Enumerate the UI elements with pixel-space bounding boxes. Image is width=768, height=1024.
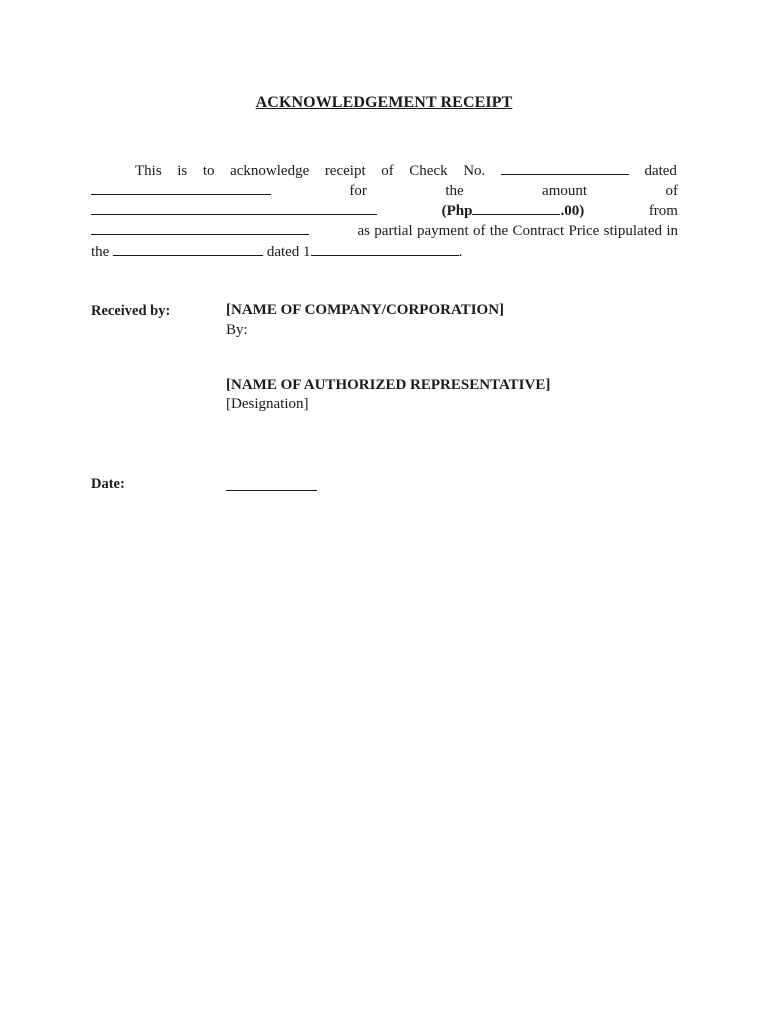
amount-words-blank[interactable] [91,200,377,215]
word: receipt [324,163,366,179]
php-open: (Php [441,203,473,219]
word: for [349,183,367,199]
period: . [458,244,463,260]
word: dated 1 [266,244,311,260]
representative-name: [NAME OF AUTHORIZED REPRESENTATIVE] [226,377,551,393]
payer-name-blank[interactable] [91,220,309,235]
paragraph-line-2 [91,180,678,200]
word: No. [463,163,486,179]
page-title: ACKNOWLEDGEMENT RECEIPT [255,94,513,111]
contract-name-blank[interactable] [113,241,263,256]
word: amount [542,183,588,199]
word: dated [644,163,677,179]
designation: [Designation] [226,396,309,412]
paragraph-line-4 [91,220,678,240]
company-name: [NAME OF COMPANY/CORPORATION] [226,302,505,318]
word: the [445,183,464,199]
check-date-blank[interactable] [91,180,271,195]
paragraph-line-3 [91,200,678,220]
word: from [648,203,678,219]
contract-date-blank[interactable] [311,241,459,256]
word: Check [409,163,448,179]
word: is [177,163,188,179]
php-amount [442,200,585,221]
word: of [381,163,394,179]
word: to [202,163,215,179]
word: of [665,183,678,199]
word: acknowledge [230,163,310,179]
php-close: .00) [560,203,585,219]
by-label: By: [226,322,248,338]
received-by-label: Received by: [91,303,171,319]
word: This [135,163,162,179]
date-blank[interactable] [226,476,317,491]
check-number-blank[interactable] [501,160,629,175]
paragraph-line-5 [91,241,678,261]
line-text: as partial payment of the Contract Price stipulated in [357,223,678,239]
php-amount-blank[interactable] [472,200,560,215]
date-field [226,476,317,496]
date-label: Date: [91,476,125,492]
word: the [91,244,110,260]
paragraph-line-1 [135,160,677,180]
